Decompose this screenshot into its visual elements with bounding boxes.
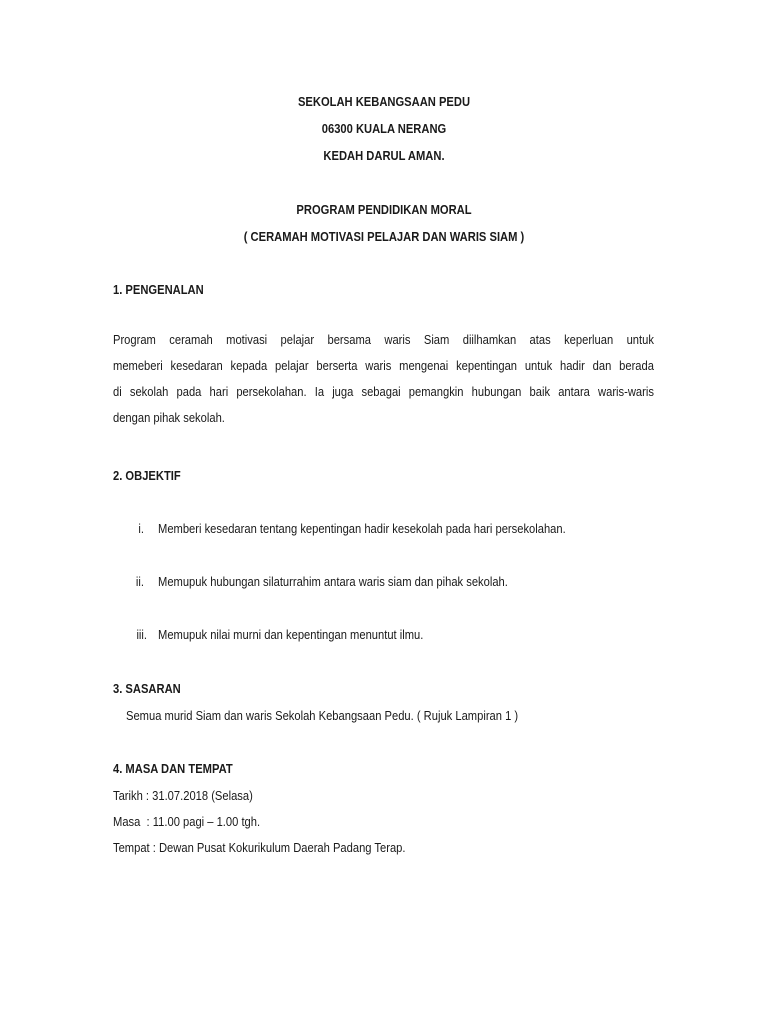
program-subtitle: ( CERAMAH MOTIVASI PELAJAR DAN WARIS SIAM ) — [243, 229, 525, 244]
section-heading-objektif: 2. OBJEKTIF — [113, 468, 181, 483]
masa-text: Masa : 11.00 pagi – 1.00 tgh. — [113, 814, 261, 829]
section-heading-sasaran: 3. SASARAN — [113, 681, 181, 696]
section-heading-pengenalan: 1. PENGENALAN — [113, 282, 204, 297]
list-number: iii. — [136, 627, 147, 642]
school-state: KEDAH DARUL AMAN. — [323, 148, 445, 163]
tarikh-text: Tarikh : 31.07.2018 (Selasa) — [113, 788, 253, 803]
pengenalan-paragraph — [113, 327, 654, 431]
program-title: PROGRAM PENDIDIKAN MORAL — [296, 202, 472, 217]
tempat-text: Tempat : Dewan Pusat Kokurikulum Daerah Padang Terap. — [113, 840, 406, 855]
school-name: SEKOLAH KEBANGSAAN PEDU — [297, 94, 471, 109]
sasaran-text: Semua murid Siam dan waris Sekolah Kebangsaan Pedu. ( Rujuk Lampiran 1 ) — [126, 708, 519, 723]
school-address: 06300 KUALA NERANG — [321, 121, 447, 136]
list-number: ii. — [135, 574, 144, 589]
objective-item-text: Memupuk hubungan silaturrahim antara waris siam dan pihak sekolah. — [158, 574, 508, 589]
list-number: i. — [138, 521, 144, 536]
paragraph-line: Program ceramah motivasi pelajar bersama waris Siam diilhamkan atas keperluan untuk — [113, 332, 654, 347]
paragraph-line: di sekolah pada hari persekolahan. Ia juga sebagai pemangkin hubungan baik antara waris-waris — [113, 384, 654, 399]
objective-item-text: Memupuk nilai murni dan kepentingan menuntut ilmu. — [158, 627, 424, 642]
objective-item-text: Memberi kesedaran tentang kepentingan hadir kesekolah pada hari persekolahan. — [158, 521, 566, 536]
section-heading-masa-tempat: 4. MASA DAN TEMPAT — [113, 761, 233, 776]
paragraph-line: dengan pihak sekolah. — [113, 410, 225, 425]
paragraph-line: memeberi kesedaran kepada pelajar berserta waris mengenai kepentingan untuk hadir dan berada — [113, 358, 654, 373]
